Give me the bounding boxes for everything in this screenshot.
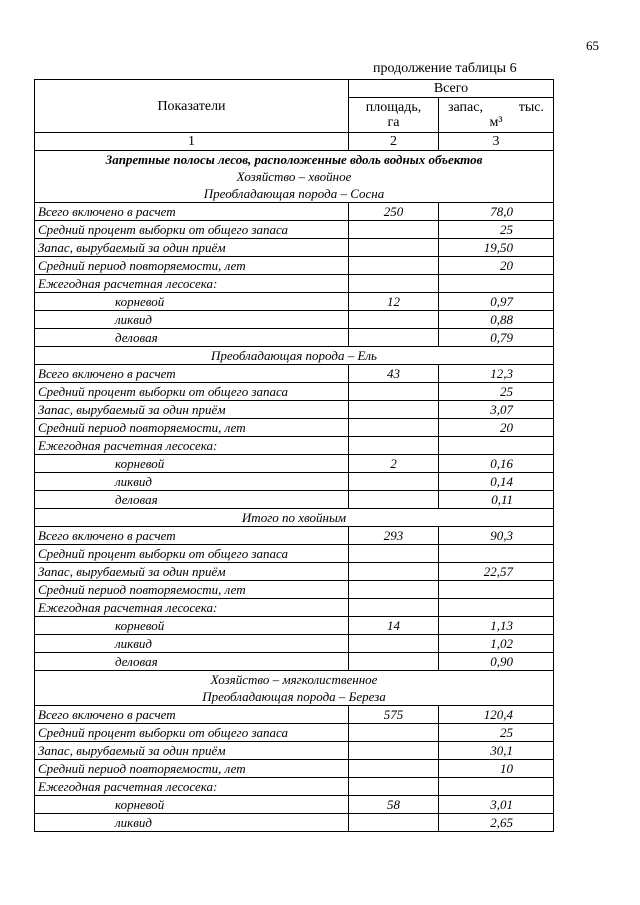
row-area xyxy=(349,257,439,275)
table-row xyxy=(35,437,554,455)
row-area: 250 xyxy=(349,203,439,221)
row-stock xyxy=(439,581,554,599)
table-row xyxy=(35,796,554,814)
row-label: Всего включено в расчет xyxy=(35,365,349,383)
row-stock: 25 xyxy=(439,724,554,742)
row-area xyxy=(349,581,439,599)
row-label: Запас, вырубаемый за один приём xyxy=(35,401,349,419)
row-label: ликвид xyxy=(35,635,349,653)
table-row xyxy=(35,383,554,401)
row-stock: 2,65 xyxy=(439,814,554,832)
row-area xyxy=(349,311,439,329)
row-label: корневой xyxy=(35,617,349,635)
table-caption: продолжение таблицы 6 xyxy=(373,61,517,76)
row-stock: 1,02 xyxy=(439,635,554,653)
row-label: Ежегодная расчетная лесосека: xyxy=(35,778,349,796)
table-row xyxy=(35,293,554,311)
header-indicators: Показатели xyxy=(35,80,349,133)
row-area xyxy=(349,221,439,239)
row-area xyxy=(349,742,439,760)
row-stock: 3,01 xyxy=(439,796,554,814)
table-row xyxy=(35,814,554,832)
row-stock: 30,1 xyxy=(439,742,554,760)
table-row xyxy=(35,778,554,796)
table-row xyxy=(35,257,554,275)
row-area xyxy=(349,419,439,437)
table-row xyxy=(35,455,554,473)
section-header: Запретные полосы лесов, расположенные вдоль водных объектов Хозяйство – хвойное Преобладающая порода – Сосна xyxy=(35,151,554,203)
row-stock: 0,16 xyxy=(439,455,554,473)
row-stock: 0,79 xyxy=(439,329,554,347)
row-label: Средний период повторяемости, лет xyxy=(35,581,349,599)
header-num-1: 1 xyxy=(35,133,349,151)
table-row xyxy=(35,311,554,329)
row-label: Запас, вырубаемый за один приём xyxy=(35,239,349,257)
row-area xyxy=(349,563,439,581)
table-row xyxy=(35,635,554,653)
row-stock: 12,3 xyxy=(439,365,554,383)
row-label: корневой xyxy=(35,293,349,311)
row-area xyxy=(349,473,439,491)
row-area xyxy=(349,275,439,293)
row-area xyxy=(349,599,439,617)
row-label: Ежегодная расчетная лесосека: xyxy=(35,599,349,617)
row-label: Всего включено в расчет xyxy=(35,203,349,221)
row-stock xyxy=(439,275,554,293)
row-label: корневой xyxy=(35,455,349,473)
header-total: Всего xyxy=(349,80,554,98)
table-row xyxy=(35,706,554,724)
row-label: Средний процент выборки от общего запаса xyxy=(35,383,349,401)
row-stock: 19,50 xyxy=(439,239,554,257)
table-row xyxy=(35,563,554,581)
row-area: 12 xyxy=(349,293,439,311)
row-label: корневой xyxy=(35,796,349,814)
table-row xyxy=(35,419,554,437)
row-stock: 3,07 xyxy=(439,401,554,419)
row-stock: 0,88 xyxy=(439,311,554,329)
row-area xyxy=(349,635,439,653)
table-row xyxy=(35,473,554,491)
table-row xyxy=(35,545,554,563)
header-num-3: 3 xyxy=(439,133,554,151)
row-area: 58 xyxy=(349,796,439,814)
row-stock xyxy=(439,437,554,455)
row-stock: 1,13 xyxy=(439,617,554,635)
row-label: деловая xyxy=(35,491,349,509)
row-label: Средний процент выборки от общего запаса xyxy=(35,545,349,563)
row-stock: 25 xyxy=(439,221,554,239)
row-area xyxy=(349,760,439,778)
table-row xyxy=(35,581,554,599)
row-stock: 78,0 xyxy=(439,203,554,221)
row-area xyxy=(349,545,439,563)
row-label: ликвид xyxy=(35,311,349,329)
row-area xyxy=(349,491,439,509)
row-stock: 120,4 xyxy=(439,706,554,724)
row-area xyxy=(349,329,439,347)
row-stock: 0,11 xyxy=(439,491,554,509)
row-area xyxy=(349,401,439,419)
row-label: Средний период повторяемости, лет xyxy=(35,257,349,275)
row-area xyxy=(349,814,439,832)
row-area: 14 xyxy=(349,617,439,635)
page-number: 65 xyxy=(586,38,599,53)
row-label: деловая xyxy=(35,329,349,347)
header-num-2: 2 xyxy=(349,133,439,151)
data-table xyxy=(34,79,554,832)
row-label: Средний процент выборки от общего запаса xyxy=(35,724,349,742)
row-stock xyxy=(439,599,554,617)
table-row xyxy=(35,365,554,383)
table-row xyxy=(35,742,554,760)
header-area: площадь, га xyxy=(349,98,439,133)
row-label: деловая xyxy=(35,653,349,671)
row-stock: 0,14 xyxy=(439,473,554,491)
row-stock: 20 xyxy=(439,257,554,275)
section-header: Итого по хвойным xyxy=(35,509,554,527)
row-label: ликвид xyxy=(35,814,349,832)
row-stock: 25 xyxy=(439,383,554,401)
table-row xyxy=(35,599,554,617)
table-row xyxy=(35,329,554,347)
row-stock: 22,57 xyxy=(439,563,554,581)
row-area xyxy=(349,778,439,796)
row-label: Средний период повторяемости, лет xyxy=(35,419,349,437)
row-area: 2 xyxy=(349,455,439,473)
row-label: Средний период повторяемости, лет xyxy=(35,760,349,778)
row-stock: 0,90 xyxy=(439,653,554,671)
row-stock: 0,97 xyxy=(439,293,554,311)
row-label: Запас, вырубаемый за один приём xyxy=(35,742,349,760)
table-row xyxy=(35,401,554,419)
row-stock: 10 xyxy=(439,760,554,778)
row-stock xyxy=(439,545,554,563)
row-label: Ежегодная расчетная лесосека: xyxy=(35,275,349,293)
table-row xyxy=(35,617,554,635)
row-area xyxy=(349,653,439,671)
header-stock: запас, тыс. м³ xyxy=(439,98,554,133)
table-row xyxy=(35,203,554,221)
table-row xyxy=(35,239,554,257)
row-area xyxy=(349,239,439,257)
table-row xyxy=(35,760,554,778)
table-row xyxy=(35,527,554,545)
row-area xyxy=(349,383,439,401)
table-row xyxy=(35,275,554,293)
row-label: ликвид xyxy=(35,473,349,491)
row-label: Всего включено в расчет xyxy=(35,527,349,545)
section-header: Преобладающая порода – Ель xyxy=(35,347,554,365)
row-label: Ежегодная расчетная лесосека: xyxy=(35,437,349,455)
section-header: Хозяйство – мягколиственное Преобладающая порода – Береза xyxy=(35,671,554,706)
row-label: Средний процент выборки от общего запаса xyxy=(35,221,349,239)
row-area: 293 xyxy=(349,527,439,545)
row-area xyxy=(349,724,439,742)
row-label: Всего включено в расчет xyxy=(35,706,349,724)
row-stock: 90,3 xyxy=(439,527,554,545)
table-row xyxy=(35,653,554,671)
row-area: 43 xyxy=(349,365,439,383)
row-label: Запас, вырубаемый за один приём xyxy=(35,563,349,581)
row-area: 575 xyxy=(349,706,439,724)
row-stock xyxy=(439,778,554,796)
table-row xyxy=(35,491,554,509)
table-row xyxy=(35,221,554,239)
row-stock: 20 xyxy=(439,419,554,437)
table-row xyxy=(35,724,554,742)
row-area xyxy=(349,437,439,455)
